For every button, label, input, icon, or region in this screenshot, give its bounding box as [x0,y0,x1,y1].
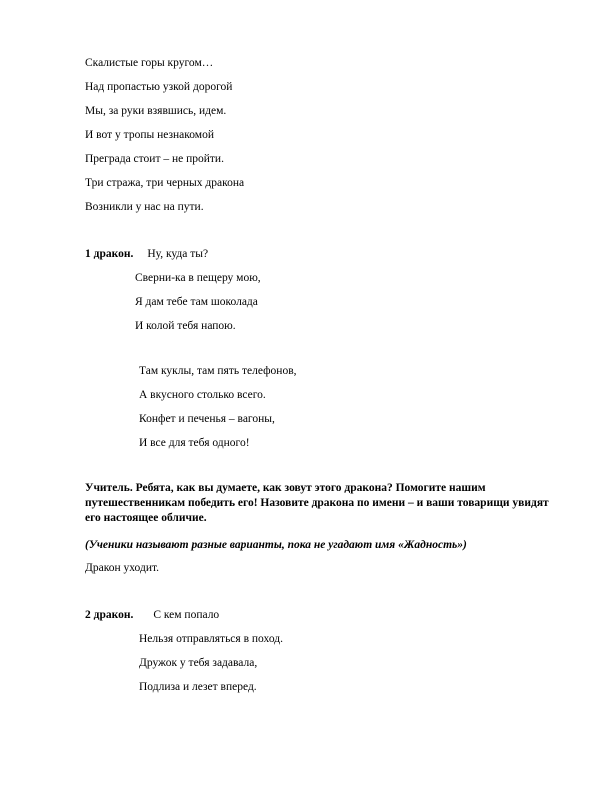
intro-line: И вот у тропы незнакомой [85,129,214,141]
speaker-label: 1 дракон. [85,248,134,260]
speaker-label: 2 дракон. [85,609,134,621]
speaker-first-line: С кем попало [153,609,220,621]
verse-line: Нельзя отправляться в поход. [139,633,283,645]
verse-line: И колой тебя напою. [135,320,236,332]
stage-exit: Дракон уходит. [85,562,160,574]
speaker-first-line: Ну, куда ты? [147,248,209,260]
intro-line: Возникли у нас на пути. [85,201,204,213]
verse-line: Подлиза и лезет вперед. [139,681,257,693]
verse-line: Я дам тебе там шоколада [135,296,258,308]
intro-line: Преграда стоит – не пройти. [85,153,224,165]
intro-line: Три стража, три черных дракона [85,177,245,189]
verse-line: Дружок у тебя задавала, [139,657,258,669]
dragon-2-heading [85,608,219,622]
stage-direction: (Ученики называют разные варианты, пока не угадают имя «Жадность») [85,539,467,551]
intro-line: Скалистые горы кругом… [85,57,214,69]
verse-line: А вкусного столько всего. [139,389,266,401]
dragon-1-heading [85,247,208,261]
verse-line: Конфет и печенья – вагоны, [139,413,275,425]
teacher-remark: Учитель. Ребята, как вы думаете, как зовут этого дракона? Помогите нашим путешественникам победить его! Назовите дракона по имени – и ваши товарищи увидят его настоящее обличие. [85,482,549,524]
verse-line: Сверни-ка в пещеру мою, [135,272,261,284]
intro-line: Мы, за руки взявшись, идем. [85,105,227,117]
verse-line: И все для тебя одного! [139,437,250,449]
verse-line: Там куклы, там пять телефонов, [139,365,297,377]
intro-line: Над пропастью узкой дорогой [85,81,233,93]
